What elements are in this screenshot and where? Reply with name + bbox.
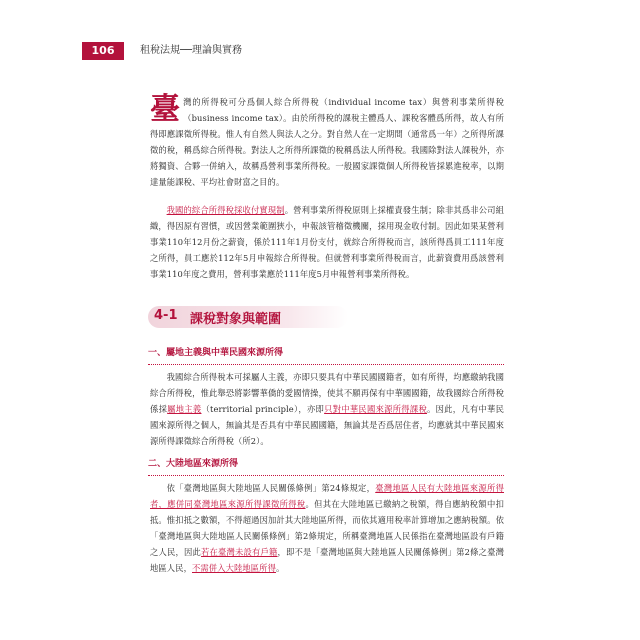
mainland-highlight-2: 若在臺灣未設有戶籍: [201, 547, 278, 557]
territorial-text-3: 。因此，凡有中華民國來源所得之個人，無論其是否具有中華民國國籍，無論其是否爲居住者，均應就其中華民國來源所得課徵綜合所得稅（所2）。: [150, 404, 505, 446]
page-number: 106: [82, 42, 124, 60]
territorial-text-2: （territorial principle），亦即: [201, 404, 325, 414]
mainland-text-4: 。: [275, 563, 285, 573]
page-header: [82, 42, 562, 60]
running-title: 租稅法規──理論與實務: [140, 45, 243, 56]
territorial-paragraph: [150, 369, 504, 449]
mainland-paragraph: [150, 480, 504, 576]
page-content: [150, 94, 504, 576]
territorial-highlight-2: 只對中華民國來源所得課稅: [324, 404, 428, 414]
mainland-text-3: ，即不是「臺灣地區與大陸地區人民關係條例」第2條之臺灣地區人民，: [150, 547, 504, 573]
mainland-text-2: 。但其在大陸地區已繳納之稅額，得自應納稅額中扣抵。惟扣抵之數額，不得超過因加計其大陸地區所得，而依其適用稅率計算增加之應納稅額。依「臺灣地區與大陸地區人民關係條例」第2條規定，所稱臺灣地區人民係指在臺灣地區設有戶籍之人民，因此: [150, 499, 504, 557]
subheading-mainland: 二、大陸地區來源所得: [148, 459, 239, 469]
mainland-highlight-1: 臺灣地區人民有大陸地區來源所得者，應併同臺灣地區來源所得課徵所得稅: [150, 483, 504, 509]
cash-basis-highlight: 我國的綜合所得稅採收付實現制: [166, 205, 285, 215]
section-number: 4-1: [154, 308, 178, 323]
accounting-text: 。營利事業所得稅原則上採權責發生制；除非其爲非公司組織，得因原有習慣，或因營業範圍狹小，申報該管稽徵機關，採用現金收付制。因此如果某營利事業110年12月份之薪資，係於111年1月份支付，就綜合所得稅而言，該所得爲員工111年度之所得，員工應於112年5月申報綜合所得稅。但就營利事業所得稅而言，此薪資費用爲該營利事業110年度之費用，營利事業應於111年度5月申報營利事業所得稅。: [150, 205, 504, 279]
subheading-rule: [148, 364, 504, 365]
accounting-paragraph: [150, 202, 504, 282]
subheading-rule: [148, 475, 504, 476]
territorial-text-1: 我國綜合所得稅本可採屬人主義，亦即只要具有中華民國國籍者，如有所得，均應繳納我國綜合所得稅，惟此舉恐將影響華僑的愛國情操，使其不願再保有中華國國籍，故我國綜合所得稅係採: [150, 372, 504, 414]
subheading-territorial: 一、屬地主義與中華民國來源所得: [148, 348, 284, 358]
mainland-highlight-3: 不需併入大陸地區所得: [192, 563, 276, 573]
intro-text: 灣的所得稅可分爲個人綜合所得稅（individual income tax）與營利事業所得稅（business income tax）。由於所得稅的課稅主體爲人、課稅客體爲所得，故人有所得即應課徵所得稅。惟人有自然人與法人之分。對自然人在一定期間（通常爲一年）之所得所課徵的稅，稱爲綜合所得稅。對法人之所得所課徵的稅稱爲法人所得稅。我國除對法人課稅外，亦將獨資、合夥一併納入，故稱爲營利事業所得稅。一般國家課徵個人所得稅皆採累進稅率，以期達量能課稅、平均社會財富之目的。: [150, 97, 504, 187]
mainland-text-1: 依「臺灣地區與大陸地區人民關係條例」第24條規定，: [166, 483, 376, 493]
section-heading: [148, 304, 504, 332]
intro-paragraph: [150, 94, 504, 190]
section-title: 課稅對象與範圍: [190, 312, 282, 327]
drop-cap: 臺: [150, 92, 181, 127]
territorial-highlight-1: 屬地主義: [167, 404, 202, 414]
